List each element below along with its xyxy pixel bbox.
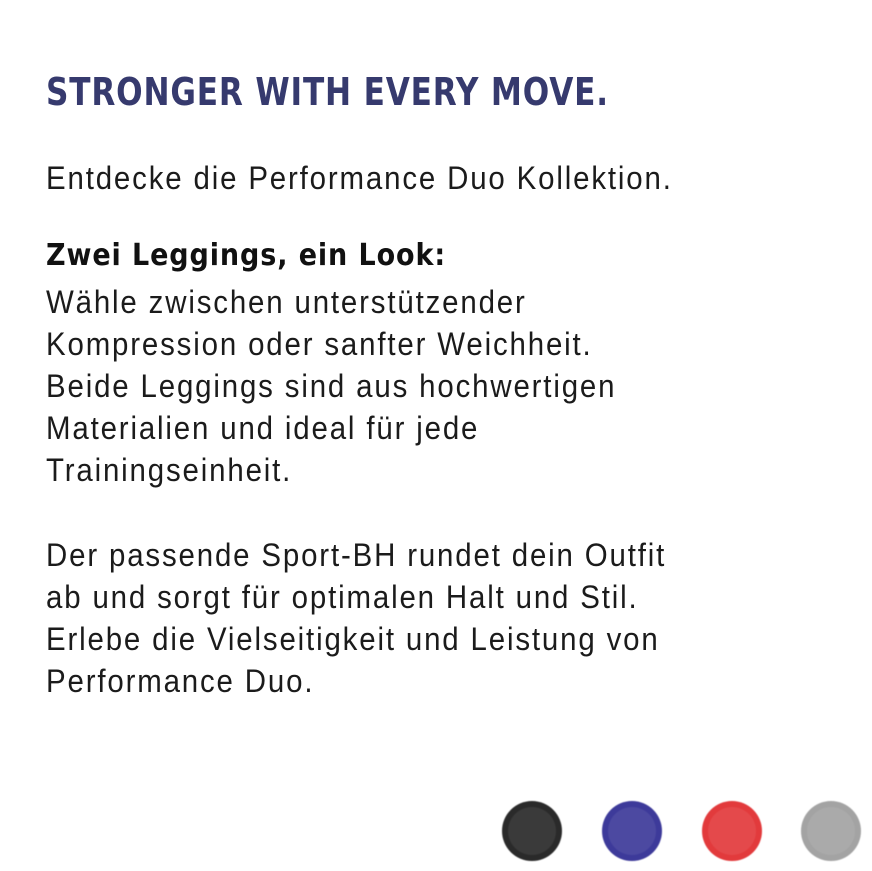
intro-text: Entdecke die Performance Duo Kollektion. (46, 160, 673, 196)
color-swatch-purple[interactable] (602, 801, 662, 861)
subhead: Zwei Leggings, ein Look: (46, 238, 447, 273)
paragraph-line: Beide Leggings sind aus hochwertigen (46, 368, 617, 404)
paragraph-leggings (46, 281, 616, 491)
paragraph-sports-bra (46, 534, 666, 702)
paragraph-line: Kompression oder sanfter Weichheit. (46, 326, 593, 362)
paragraph-line: Erlebe die Vielseitigkeit und Leistung von (46, 621, 660, 657)
color-swatch-grey[interactable] (801, 801, 861, 861)
paragraph-line: Materialien und ideal für jede (46, 410, 480, 446)
paragraph-line: Der passende Sport-BH rundet dein Outfit (46, 537, 667, 573)
paragraph-line: Performance Duo. (46, 663, 315, 699)
paragraph-line: Wähle zwischen unterstützender (46, 284, 527, 320)
paragraph-line: ab und sorgt für optimalen Halt und Stil. (46, 579, 639, 615)
headline: STRONGER WITH EVERY MOVE. (46, 70, 609, 114)
color-swatch-black[interactable] (502, 801, 562, 861)
paragraph-line: Trainingseinheit. (46, 452, 293, 488)
color-swatch-red[interactable] (702, 801, 762, 861)
